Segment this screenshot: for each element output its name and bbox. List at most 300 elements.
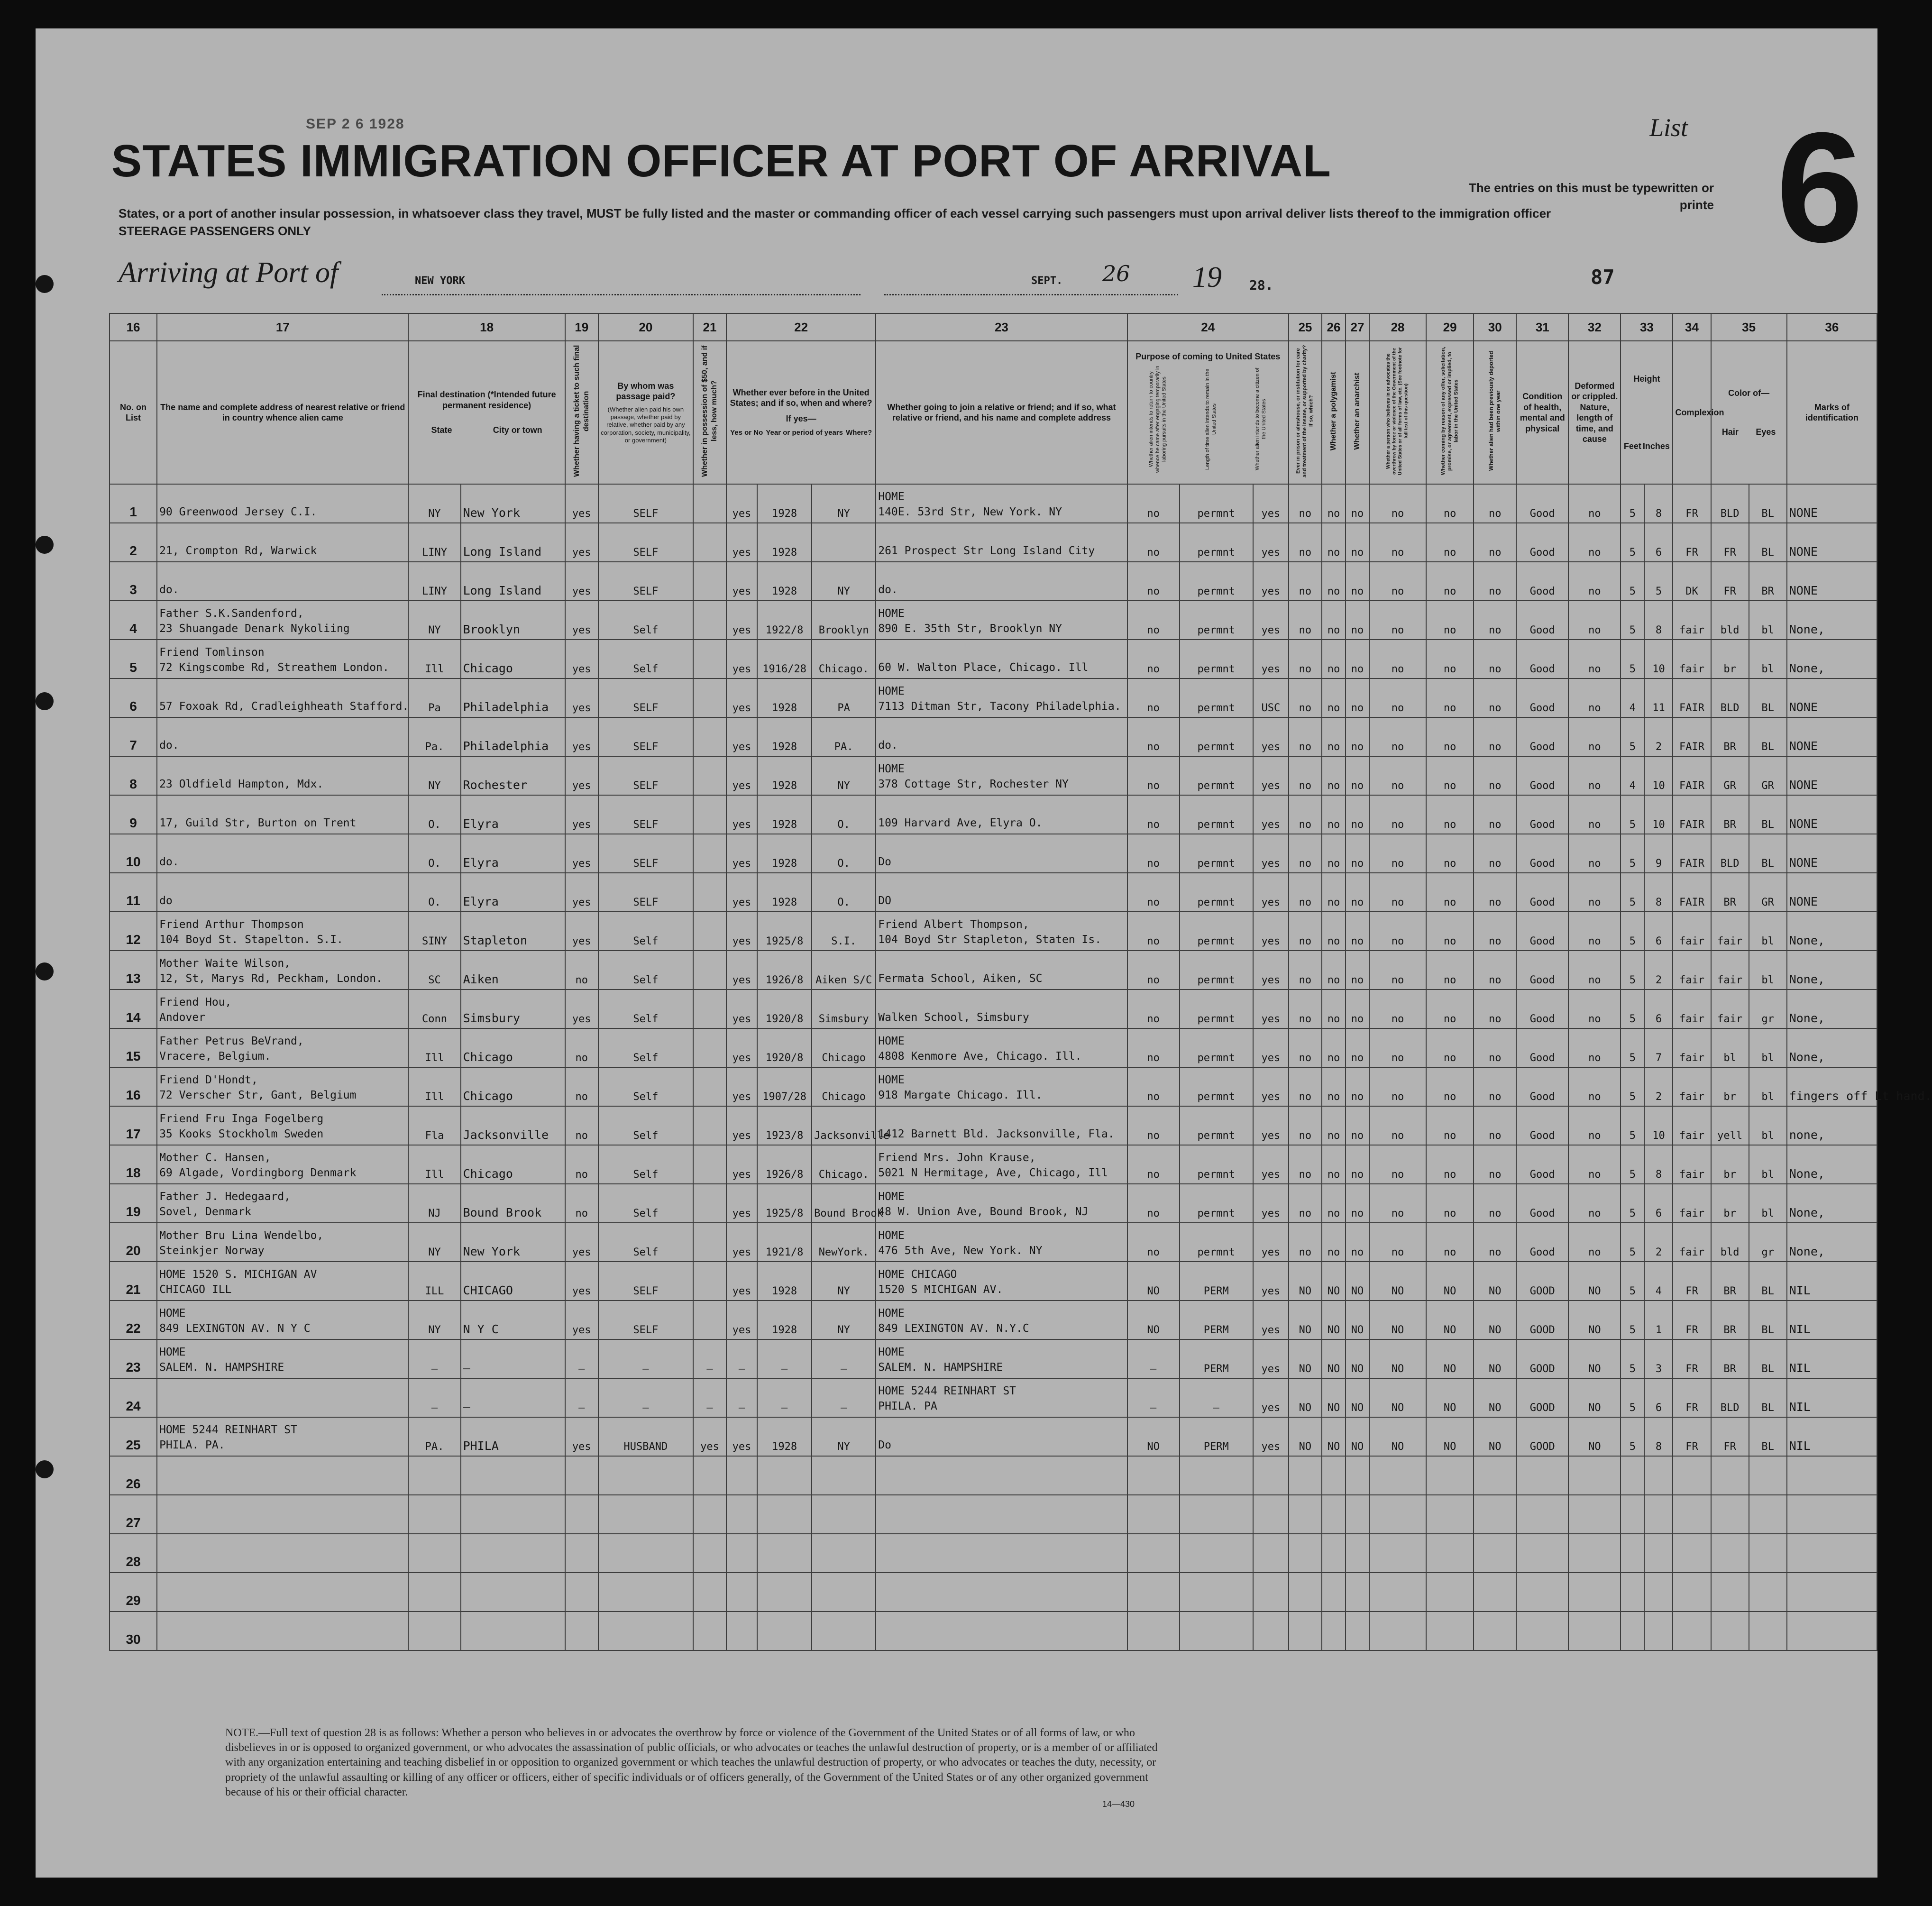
cell-comp: fair xyxy=(1673,1067,1711,1106)
sub-eyes: Eyes xyxy=(1756,427,1776,437)
cell-len xyxy=(1180,1456,1253,1495)
cell-line: HOME CHICAGO xyxy=(878,1268,957,1281)
cell-in: 3 xyxy=(1644,1339,1673,1378)
cell-ret xyxy=(1127,1573,1180,1612)
cell-line: HOME 5244 REINHART ST xyxy=(159,1424,297,1436)
cell-years: 1925/8 xyxy=(757,912,812,951)
cell-cit: yes xyxy=(1253,523,1289,562)
cell-no: 6 xyxy=(110,678,157,717)
cell-relative xyxy=(157,990,408,1028)
cell-where: S.I. xyxy=(812,912,876,951)
cell-money xyxy=(693,1612,726,1650)
cell-join xyxy=(876,678,1127,717)
cell-years: — xyxy=(757,1339,812,1378)
cell-ticket xyxy=(565,1495,598,1534)
instructions-text: States, or a port of another insular possession, in whatsoever class they travel, MUST be fully listed and the master or commanding officer of each vessel carrying such passengers must upon arrival deliver lists thereof to the immigration officer xyxy=(119,206,1551,220)
col-num: 32 xyxy=(1568,313,1621,341)
cell-no: 23 xyxy=(110,1339,157,1378)
table-row xyxy=(110,1417,1877,1456)
col-header-complexion: Complexion xyxy=(1673,341,1711,484)
cell-years: 1928 xyxy=(757,523,812,562)
cell-marks xyxy=(1787,1456,1877,1495)
cell-money xyxy=(693,1456,726,1495)
cell-p30: NO xyxy=(1474,1417,1516,1456)
cell-no: 18 xyxy=(110,1145,157,1184)
cell-p30: no xyxy=(1474,523,1516,562)
cell-relative xyxy=(157,1378,408,1417)
cell-p27: no xyxy=(1346,562,1369,601)
cell-ft: 5 xyxy=(1621,990,1644,1028)
if-yes-label: If yes— xyxy=(786,413,816,423)
cell-line: HOME xyxy=(878,685,905,697)
cell-where: Bound Brook xyxy=(812,1184,876,1223)
cell-eyes: bl xyxy=(1749,1028,1787,1067)
cell-p30 xyxy=(1474,1534,1516,1573)
cell-comp: fair xyxy=(1673,601,1711,640)
cell-hair: BR xyxy=(1711,873,1749,912)
cell-cit: yes xyxy=(1253,1378,1289,1417)
table-row xyxy=(110,795,1877,834)
cell-no: 4 xyxy=(110,601,157,640)
cell-hair xyxy=(1711,1573,1749,1612)
cell-p30: no xyxy=(1474,951,1516,990)
cell-money: — xyxy=(693,1378,726,1417)
col-header-no: No. on List xyxy=(110,341,157,484)
cell-p25: no xyxy=(1289,1184,1322,1223)
cell-p25: no xyxy=(1289,1028,1322,1067)
cell-p27: no xyxy=(1346,951,1369,990)
cell-p28: no xyxy=(1369,1145,1426,1184)
col-header-deformed: Deformed or crippled. Nature, length of time, and cause xyxy=(1568,341,1621,484)
cell-p25: NO xyxy=(1289,1417,1322,1456)
cell-deformed: no xyxy=(1568,523,1621,562)
sub-years: Year or period of years xyxy=(766,429,843,437)
cell-p25: no xyxy=(1289,640,1322,678)
cell-p26 xyxy=(1322,1456,1346,1495)
cell-eyes: BR xyxy=(1749,562,1787,601)
cell-p30: no xyxy=(1474,1145,1516,1184)
cell-p27: no xyxy=(1346,1145,1369,1184)
cell-ft: 5 xyxy=(1621,795,1644,834)
cell-len: permnt xyxy=(1180,873,1253,912)
cell-p28: NO xyxy=(1369,1417,1426,1456)
cell-ticket: yes xyxy=(565,523,598,562)
cell-p29: no xyxy=(1426,1106,1474,1145)
cell-p28: no xyxy=(1369,834,1426,873)
cell-state: SC xyxy=(408,951,460,990)
cell-p25: no xyxy=(1289,873,1322,912)
cell-p27: no xyxy=(1346,640,1369,678)
cell-len: permnt xyxy=(1180,484,1253,523)
cell-line: HOME xyxy=(878,1191,905,1203)
cell-p30: NO xyxy=(1474,1262,1516,1301)
cell-line: HOME xyxy=(878,763,905,775)
col-header-marks: Marks of identification xyxy=(1787,341,1877,484)
col-num: 28 xyxy=(1369,313,1426,341)
cell-join xyxy=(876,1262,1127,1301)
passage-note: (Whether alien paid his own passage, whether paid by relative, whether paid by any corporation, society, municipality, or government) xyxy=(601,405,691,444)
cell-marks: NIL xyxy=(1787,1378,1877,1417)
cell-where: Chicago xyxy=(812,1067,876,1106)
cell-line: 104 Boyd Str Stapleton, Staten Is. xyxy=(878,934,1102,946)
cell-deformed: no xyxy=(1568,834,1621,873)
cell-marks: NONE xyxy=(1787,756,1877,795)
cell-comp: FAIR xyxy=(1673,678,1711,717)
cell-city xyxy=(461,1495,565,1534)
cell-p29: no xyxy=(1426,1184,1474,1223)
col-header-money: Whether in possession of $50, and if less, how much? xyxy=(693,341,726,484)
sub-feet: Feet xyxy=(1623,441,1641,451)
cell-len: permnt xyxy=(1180,1028,1253,1067)
cell-marks: None, xyxy=(1787,1145,1877,1184)
cell-p29: no xyxy=(1426,951,1474,990)
cell-cit xyxy=(1253,1573,1289,1612)
sub-inches: Inches xyxy=(1642,441,1670,451)
cell-before: yes xyxy=(726,523,757,562)
cell-p28: no xyxy=(1369,601,1426,640)
cell-where: Simsbury xyxy=(812,990,876,1028)
page-title: STATES IMMIGRATION OFFICER AT PORT OF ARRIVAL xyxy=(111,136,1331,186)
cell-p27: NO xyxy=(1346,1339,1369,1378)
day-value: 26 xyxy=(1102,261,1130,286)
cell-no: 29 xyxy=(110,1573,157,1612)
cell-deformed: no xyxy=(1568,601,1621,640)
cell-ret xyxy=(1127,1534,1180,1573)
table-row xyxy=(110,717,1877,756)
cell-len xyxy=(1180,1534,1253,1573)
col-header-anarchist: Whether an anarchist xyxy=(1346,341,1369,484)
cell-hair: bl xyxy=(1711,1028,1749,1067)
cell-cit: yes xyxy=(1253,717,1289,756)
cell-join xyxy=(876,1223,1127,1262)
cell-paid xyxy=(598,1612,693,1650)
cell-before: yes xyxy=(726,912,757,951)
manifest-rows xyxy=(110,484,1932,1650)
cell-relative xyxy=(157,1612,408,1650)
cell-line: SALEM. N. HAMPSHIRE xyxy=(159,1361,284,1374)
cell-hair: yell xyxy=(1711,1106,1749,1145)
cell-cit: yes xyxy=(1253,990,1289,1028)
cell-paid: Self xyxy=(598,1223,693,1262)
cell-p29 xyxy=(1426,1534,1474,1573)
cell-hair: BLD xyxy=(1711,678,1749,717)
cell-p28: NO xyxy=(1369,1262,1426,1301)
cell-line: Do xyxy=(878,1439,891,1451)
cell-where: Chicago. xyxy=(812,640,876,678)
cell-p30: no xyxy=(1474,484,1516,523)
cell-comp: DK xyxy=(1673,562,1711,601)
table-row xyxy=(110,1534,1877,1573)
cell-ticket: yes xyxy=(565,1417,598,1456)
cell-paid: Self xyxy=(598,1145,693,1184)
cell-line: 23 Oldfield Hampton, Mdx. xyxy=(159,778,324,790)
cell-line: HOME xyxy=(878,1346,905,1358)
cell-no: 22 xyxy=(110,1301,157,1339)
cell-health: GOOD xyxy=(1516,1417,1568,1456)
manifest-table xyxy=(109,313,1932,1651)
cell-years: 1926/8 xyxy=(757,951,812,990)
cell-eyes: GR xyxy=(1749,873,1787,912)
cell-p26: NO xyxy=(1322,1378,1346,1417)
cell-hair: GR xyxy=(1711,756,1749,795)
col-header-polygamist: Whether a polygamist xyxy=(1322,341,1346,484)
cell-p25: NO xyxy=(1289,1301,1322,1339)
cell-paid xyxy=(598,1534,693,1573)
cell-ticket xyxy=(565,1573,598,1612)
cell-before: yes xyxy=(726,990,757,1028)
cell-cit: yes xyxy=(1253,1301,1289,1339)
cell-deformed xyxy=(1568,1456,1621,1495)
cell-city: Elyra xyxy=(461,873,565,912)
cell-eyes: BL xyxy=(1749,523,1787,562)
cell-line: 849 LEXINGTON AV. N Y C xyxy=(159,1322,311,1335)
cell-line: Father S.K.Sandenford, xyxy=(159,607,304,620)
cell-deformed: no xyxy=(1568,873,1621,912)
cell-p25 xyxy=(1289,1612,1322,1650)
cell-before xyxy=(726,1534,757,1573)
cell-state: Ill xyxy=(408,1067,460,1106)
cell-comp: fair xyxy=(1673,1145,1711,1184)
cell-p30: no xyxy=(1474,562,1516,601)
cell-line: do xyxy=(159,895,173,907)
cell-p29: no xyxy=(1426,990,1474,1028)
cell-ft xyxy=(1621,1573,1644,1612)
cell-before: yes xyxy=(726,873,757,912)
cell-city: — xyxy=(461,1378,565,1417)
cell-eyes: bl xyxy=(1749,1184,1787,1223)
cell-before: yes xyxy=(726,1417,757,1456)
table-row xyxy=(110,951,1877,990)
cell-p25: no xyxy=(1289,678,1322,717)
cell-cit: USC xyxy=(1253,678,1289,717)
cell-p30: NO xyxy=(1474,1378,1516,1417)
cell-relative xyxy=(157,1534,408,1573)
cell-p28 xyxy=(1369,1495,1426,1534)
table-row xyxy=(110,640,1877,678)
cell-eyes xyxy=(1749,1495,1787,1534)
cell-hair: BR xyxy=(1711,1262,1749,1301)
cell-city: Chicago xyxy=(461,1067,565,1106)
cell-len: permnt xyxy=(1180,756,1253,795)
cell-in: 10 xyxy=(1644,640,1673,678)
cell-ret: no xyxy=(1127,990,1180,1028)
cell-relative xyxy=(157,562,408,601)
cell-p29 xyxy=(1426,1573,1474,1612)
cell-eyes: bl xyxy=(1749,912,1787,951)
cell-p27 xyxy=(1346,1534,1369,1573)
cell-join xyxy=(876,834,1127,873)
cell-hair: fair xyxy=(1711,951,1749,990)
column-header-row xyxy=(110,341,1877,484)
cell-relative xyxy=(157,834,408,873)
cell-line: 23 Shuangade Denark Nykoliing xyxy=(159,623,350,635)
cell-p26: no xyxy=(1322,795,1346,834)
cell-marks xyxy=(1787,1573,1877,1612)
cell-hair: BR xyxy=(1711,1339,1749,1378)
cell-line: HOME xyxy=(878,607,905,620)
cell-marks: None, xyxy=(1787,640,1877,678)
cell-deformed: no xyxy=(1568,1028,1621,1067)
cell-ft: 5 xyxy=(1621,717,1644,756)
cell-cit: yes xyxy=(1253,912,1289,951)
cell-city: New York xyxy=(461,484,565,523)
cell-line: Fermata School, Aiken, SC xyxy=(878,972,1043,985)
cell-in xyxy=(1644,1456,1673,1495)
cell-p30: no xyxy=(1474,1184,1516,1223)
cell-p26: no xyxy=(1322,834,1346,873)
cell-line: SALEM. N. HAMPSHIRE xyxy=(878,1361,1003,1374)
cell-relative xyxy=(157,795,408,834)
cell-paid: SELF xyxy=(598,717,693,756)
sub-citizen: Whether alien intends to become a citizen of the United States xyxy=(1254,368,1267,471)
cell-city: Philadelphia xyxy=(461,717,565,756)
cell-in: 8 xyxy=(1644,1145,1673,1184)
cell-line: Friend Tomlinson xyxy=(159,646,265,659)
cell-p28 xyxy=(1369,1534,1426,1573)
cell-ft: 5 xyxy=(1621,1378,1644,1417)
cell-paid: SELF xyxy=(598,562,693,601)
cell-cit: yes xyxy=(1253,951,1289,990)
cell-before: yes xyxy=(726,1223,757,1262)
cell-before xyxy=(726,1456,757,1495)
cell-health: GOOD xyxy=(1516,1262,1568,1301)
cell-eyes xyxy=(1749,1534,1787,1573)
cell-ret: no xyxy=(1127,717,1180,756)
col-num: 25 xyxy=(1289,313,1322,341)
cell-before xyxy=(726,1495,757,1534)
cell-p29: no xyxy=(1426,1028,1474,1067)
cell-ret: NO xyxy=(1127,1262,1180,1301)
cell-deformed: NO xyxy=(1568,1339,1621,1378)
cell-ticket xyxy=(565,1612,598,1650)
cell-no: 17 xyxy=(110,1106,157,1145)
cell-state xyxy=(408,1456,460,1495)
cell-deformed: no xyxy=(1568,640,1621,678)
cell-line: 21, Crompton Rd, Warwick xyxy=(159,545,317,557)
cell-ticket: yes xyxy=(565,484,598,523)
cell-no: 27 xyxy=(110,1495,157,1534)
cell-years: 1926/8 xyxy=(757,1145,812,1184)
cell-marks: none, xyxy=(1787,1106,1877,1145)
col-num: 20 xyxy=(598,313,693,341)
sub-state: State xyxy=(431,425,452,435)
cell-health xyxy=(1516,1612,1568,1650)
table-row xyxy=(110,562,1877,601)
cell-money xyxy=(693,795,726,834)
cell-years xyxy=(757,1495,812,1534)
cell-relative xyxy=(157,1301,408,1339)
col-num: 23 xyxy=(876,313,1127,341)
cell-ret: — xyxy=(1127,1339,1180,1378)
cell-relative xyxy=(157,1067,408,1106)
cell-city: Elyra xyxy=(461,795,565,834)
cell-state: Ill xyxy=(408,1028,460,1067)
cell-health: Good xyxy=(1516,756,1568,795)
cell-money xyxy=(693,1106,726,1145)
cell-marks: None, xyxy=(1787,990,1877,1028)
cell-paid: SELF xyxy=(598,484,693,523)
cell-p27: no xyxy=(1346,601,1369,640)
cell-ticket: no xyxy=(565,1067,598,1106)
cell-p28: NO xyxy=(1369,1378,1426,1417)
cell-where xyxy=(812,1495,876,1534)
cell-p26: no xyxy=(1322,562,1346,601)
cell-cit: yes xyxy=(1253,1223,1289,1262)
cell-p28: no xyxy=(1369,678,1426,717)
cell-p27: no xyxy=(1346,484,1369,523)
cell-p25 xyxy=(1289,1456,1322,1495)
cell-p29: no xyxy=(1426,834,1474,873)
table-row xyxy=(110,990,1877,1028)
cell-comp: FAIR xyxy=(1673,873,1711,912)
cell-p29: NO xyxy=(1426,1378,1474,1417)
column-number-row xyxy=(110,313,1877,341)
cell-p30 xyxy=(1474,1612,1516,1650)
cell-state: NY xyxy=(408,1301,460,1339)
cell-before: yes xyxy=(726,834,757,873)
cell-state: LINY xyxy=(408,523,460,562)
cell-no: 25 xyxy=(110,1417,157,1456)
cell-health: Good xyxy=(1516,523,1568,562)
cell-comp xyxy=(1673,1573,1711,1612)
binder-hole xyxy=(36,692,54,710)
cell-before: yes xyxy=(726,678,757,717)
cell-p29: NO xyxy=(1426,1301,1474,1339)
cell-city: Philadelphia xyxy=(461,678,565,717)
cell-cit xyxy=(1253,1456,1289,1495)
table-row xyxy=(110,1495,1877,1534)
cell-p29 xyxy=(1426,1456,1474,1495)
cell-eyes: BL xyxy=(1749,1262,1787,1301)
cell-city xyxy=(461,1534,565,1573)
cell-years: 1928 xyxy=(757,717,812,756)
cell-state: Fla xyxy=(408,1106,460,1145)
cell-deformed: no xyxy=(1568,951,1621,990)
cell-len: PERM xyxy=(1180,1262,1253,1301)
cell-deformed: NO xyxy=(1568,1417,1621,1456)
cell-ret: no xyxy=(1127,1145,1180,1184)
cell-hair: br xyxy=(1711,1145,1749,1184)
cell-money: — xyxy=(693,1339,726,1378)
cell-cit: yes xyxy=(1253,484,1289,523)
sub-where: Where? xyxy=(846,429,872,437)
cell-money xyxy=(693,990,726,1028)
cell-join xyxy=(876,795,1127,834)
cell-paid: Self xyxy=(598,640,693,678)
cell-before: yes xyxy=(726,1301,757,1339)
cell-health xyxy=(1516,1456,1568,1495)
cell-no: 28 xyxy=(110,1534,157,1573)
cell-p28: NO xyxy=(1369,1301,1426,1339)
cell-ft xyxy=(1621,1534,1644,1573)
cell-comp xyxy=(1673,1456,1711,1495)
cell-relative xyxy=(157,1495,408,1534)
cell-marks: NIL xyxy=(1787,1262,1877,1301)
cell-cit xyxy=(1253,1612,1289,1650)
cell-ft: 5 xyxy=(1621,640,1644,678)
cell-p29: no xyxy=(1426,523,1474,562)
col-header-before xyxy=(726,341,876,484)
cell-cit: yes xyxy=(1253,601,1289,640)
cell-p28: no xyxy=(1369,640,1426,678)
cell-p27: no xyxy=(1346,1067,1369,1106)
cell-eyes xyxy=(1749,1456,1787,1495)
cell-city: Long Island xyxy=(461,562,565,601)
cell-join xyxy=(876,873,1127,912)
cell-ft xyxy=(1621,1495,1644,1534)
table-row xyxy=(110,484,1877,523)
cell-p25: no xyxy=(1289,562,1322,601)
